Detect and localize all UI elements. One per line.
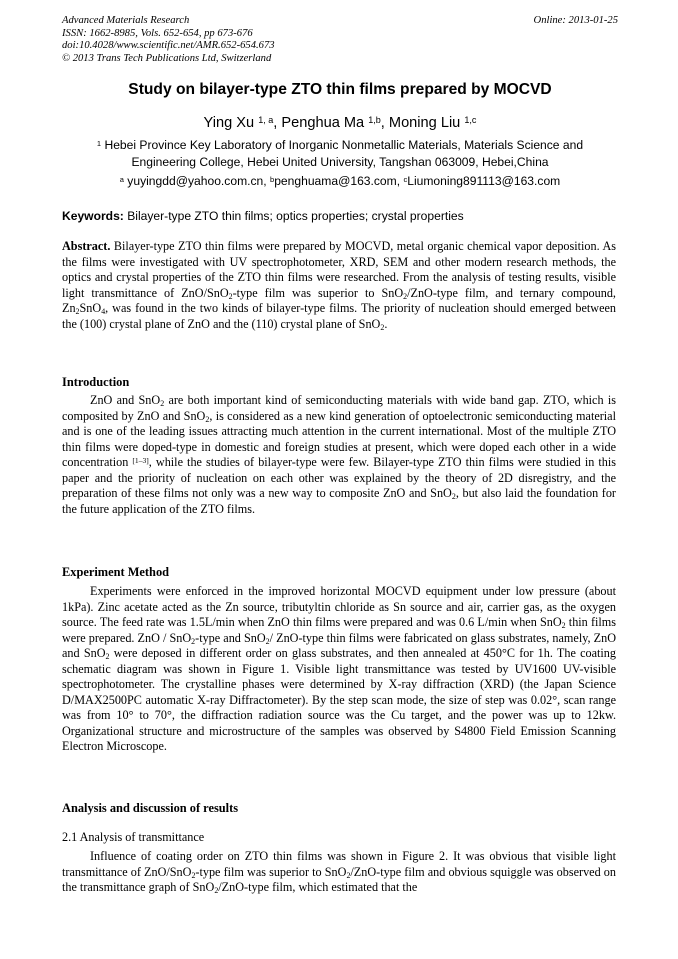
experiment-text-span: / ZnO-type thin films were fabricated on glass substrates, namely, ZnO and SnO	[62, 630, 616, 660]
subscript: 2	[75, 307, 80, 317]
journal-copyright: © 2013 Trans Tech Publications Ltd, Switzerland	[62, 52, 272, 64]
subscript: 2	[214, 886, 219, 896]
experiment-text-span: -type and SnO	[195, 630, 266, 645]
subscript: 2	[228, 291, 233, 301]
transmittance-text-span: /ZnO-type film and obvious squiggle was observed on the transmittance graph of SnO	[62, 864, 616, 894]
journal-name: Advanced Materials Research	[62, 15, 190, 26]
subsection-heading: 2.1 Analysis of transmittance	[62, 830, 205, 844]
experiment-text-span: Experiments were enforced in the improved horizontal MOCVD equipment under low pressure (about 1kPa). Zinc acetate acted as the Zn source, tributyltin chloride as Sn source and air, carrier gas, as the oxygen source. The feed rate was 1.5L/min when ZnO thin films were prepared and was 0.6 L/min when SnO	[62, 584, 616, 629]
online-date: Online: 2013-01-25	[533, 15, 618, 26]
abstract-label: Abstract.	[62, 239, 111, 253]
email-link[interactable]: Liumoning891113@163.com	[407, 174, 561, 188]
experiment-text-span: were deposed in different order on glass substrates, and then annealed at 450°C for 1h. The coating schematic diagram was shown in Figure 1. Visible light transmittance was tested by UV1600 UV-visible spectrophotometer. The crystalline phases were determined by X-ray diffraction (XRD) (the Japan Science D/MAX2500PC automatic X-ray Diffractometer). By the step scan mode, the size of step was 0.02°, scan range was from 10° to 70°, the diffraction radiation source was the Cu target, and the power was up to 12kw. Organizational structure and microstructure of the samples was observed by S4800 Field Emission Scanning Electron Microscope.	[62, 646, 616, 753]
subscript: 2	[191, 870, 196, 880]
subscript: 2	[346, 870, 351, 880]
keywords-label: Keywords:	[62, 209, 124, 223]
transmittance-text-span: Influence of coating order on ZTO thin films was shown in Figure 2. It was obvious that visible light transmittance of ZnO/SnO	[62, 849, 616, 879]
author-affiliation-mark: 1, a	[258, 114, 274, 125]
author-list: Ying Xu $^{1, a}$, Penghua Ma $^{1,b}$, Moning Liu $^{1,c}$	[203, 114, 477, 131]
subscript: 2	[105, 652, 110, 662]
citation[interactable]: [1–3]	[132, 455, 149, 465]
email-mark: b	[270, 174, 275, 184]
abstract	[62, 239, 616, 332]
abstract-text: .	[384, 316, 388, 331]
section-heading: Analysis and discussion of results	[62, 801, 239, 815]
keywords	[62, 208, 618, 225]
subscript: 2	[205, 414, 210, 424]
email-link[interactable]: yuyingdd@yahoo.com.cn,	[127, 174, 267, 188]
subscript: 2	[191, 636, 196, 646]
abstract-text: , was found in the two kinds of bilayer-type films. The priority of nucleation should emerged between the (100) crystal plane of ZnO and the (110) crystal plane of SnO	[62, 301, 616, 331]
author-name: Penghua Ma	[281, 115, 365, 131]
email-mark: a	[119, 174, 124, 184]
affiliation-line: Hebei Province Key Laboratory of Inorganic Nonmetallic Materials, Materials Science and	[104, 138, 584, 152]
affiliation	[80, 137, 600, 171]
author-emails	[62, 173, 618, 190]
transmittance-text-span: /ZnO-type film, which estimated that the	[218, 880, 418, 894]
subscript: 2	[403, 291, 408, 301]
subscript: 4	[101, 307, 106, 317]
subscript: 2	[380, 322, 385, 332]
journal-issn: ISSN: 1662-8985, Vols. 652-654, pp 673-676	[62, 27, 253, 39]
email-link[interactable]: penghuama@163.com,	[274, 174, 401, 188]
subscript: 2	[160, 399, 165, 409]
abstract-text: SnO	[79, 301, 102, 315]
affiliation-line: Engineering College, Hebei United University, Tangshan 063009, Hebei,China	[131, 155, 549, 169]
section-heading: Introduction	[62, 375, 130, 389]
abstract-text: /ZnO-type film, and ternary compound, Zn	[62, 285, 616, 315]
intro-text: ZnO and SnO	[90, 393, 161, 407]
abstract-text: Bilayer-type ZTO thin films were prepared by MOCVD, metal organic chemical vapor deposition. As the films were investigated with UV spectrophotometer, XRD, SEM and other modern research methods, the optics and crystal properties of the ZTO thin films were researched. From the analysis of testing results, visible light transmittance of ZnO/SnO	[62, 239, 617, 300]
journal-doi: doi:10.4028/www.scientific.net/AMR.652-654.673	[62, 40, 275, 52]
experiment-text	[62, 584, 616, 755]
email-mark: c	[403, 174, 408, 184]
journal-header	[62, 15, 618, 65]
subscript: 2	[561, 621, 566, 631]
intro-text: are both important kind of semiconducting materials with wide band gap. ZTO, which is composited by ZnO and SnO	[62, 393, 616, 423]
transmittance-text	[62, 849, 616, 896]
author-name: Ying Xu	[203, 115, 255, 131]
author-name: Moning Liu	[388, 115, 461, 131]
introduction-text	[62, 393, 616, 517]
intro-text: , is considered as a new kind generation of optoelectronic semiconducting material and is one of the leading issues attracting much attention in the current international. Most of the multiple ZTO thin films were doped-type in domestic and foreign studies at present, which were doped each other in a wide concentration	[62, 408, 616, 469]
author-affiliation-mark: 1,b	[368, 114, 381, 125]
transmittance-text-span: -type film was superior to SnO	[195, 864, 347, 879]
section-heading: Experiment Method	[62, 565, 170, 579]
abstract-text: -type film was superior to SnO	[232, 285, 404, 300]
intro-text: , but also laid the foundation for the future application of the ZTO films.	[62, 486, 616, 516]
paper-title: Study on bilayer-type ZTO thin films prepared by MOCVD	[128, 81, 552, 98]
intro-text: , while the studies of bilayer-type were few. Bilayer-type ZTO thin films were studied in this paper and the priority of nucleation on each other was explained by the theory of 2D disregistry, and the preparation of these films not only was a new way to composite ZnO and SnO	[62, 455, 616, 500]
subscript: 2	[265, 636, 270, 646]
keywords-text: Bilayer-type ZTO thin films; optics properties; crystal properties	[127, 209, 464, 223]
experiment-text-span: thin films were prepared. ZnO / SnO	[62, 615, 617, 645]
subscript: 2	[451, 492, 456, 502]
author-affiliation-mark: 1,c	[464, 114, 477, 125]
affiliation-mark: 1	[96, 138, 102, 148]
